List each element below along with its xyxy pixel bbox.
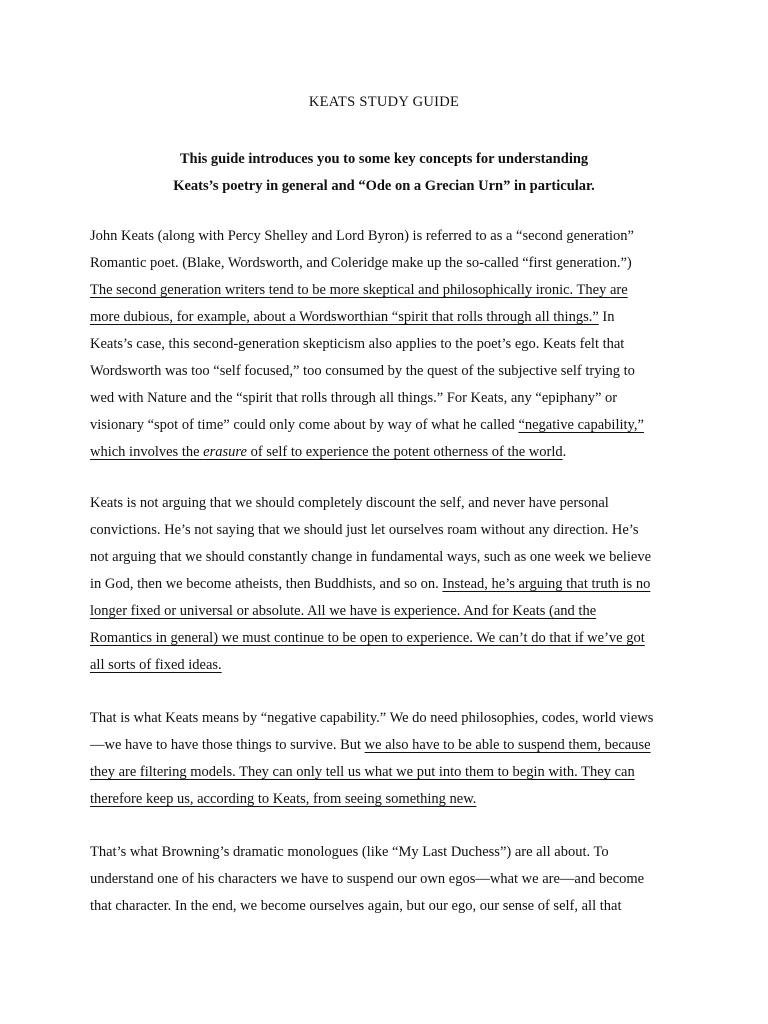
document-subtitle — [0, 146, 768, 200]
text-line — [90, 331, 690, 358]
text-segment: Keats is not arguing that we should completely discount the self, and never have personal — [90, 495, 609, 511]
text-line — [90, 517, 690, 544]
text-line — [90, 223, 690, 250]
text-line — [90, 571, 690, 598]
text-segment: visionary “spot of time” could only come about by way of what he called — [90, 417, 519, 433]
paragraph-3 — [90, 705, 690, 813]
text-segment: convictions. He’s not saying that we should just let ourselves roam without any direction. He’s — [90, 522, 639, 538]
text-line — [90, 304, 690, 331]
underlined-text: The second generation writers tend to be more skeptical and philosophically ironic. They are — [90, 282, 628, 298]
text-segment: that character. In the end, we become ourselves again, but our ego, our sense of self, all that — [90, 898, 622, 914]
text-line — [90, 625, 690, 652]
underlined-text: we also have to be able to suspend them, because — [364, 737, 651, 753]
text-segment: In — [598, 309, 615, 325]
text-segment: understand one of his characters we have to suspend our own egos—what we are—and become — [90, 871, 645, 887]
text-line — [90, 277, 690, 304]
underlined-text: they are filtering models. They can only tell us what we put into them to begin with. They can — [90, 764, 635, 780]
text-line — [90, 732, 690, 759]
text-segment: That’s what Browning’s dramatic monologues (like “My Last Duchess”) are all about. To — [90, 844, 609, 860]
underlined-text: longer fixed or universal or absolute. All we have is experience. And for Keats (and the — [90, 603, 597, 619]
underlined-text: Instead, he’s arguing that truth is no — [442, 576, 651, 592]
text-line — [90, 250, 690, 277]
text-segment: in God, then we become atheists, then Buddhists, and so on. — [90, 576, 443, 592]
text-line — [90, 652, 690, 679]
text-segment: That is what Keats means by “negative capability.” We do need philosophies, codes, world views — [90, 710, 654, 726]
text-segment: Wordsworth was too “self focused,” too consumed by the quest of the subjective self trying to — [90, 363, 635, 379]
text-line — [90, 490, 690, 517]
text-line — [90, 839, 690, 866]
underlined-text: all sorts of fixed ideas. — [90, 657, 222, 673]
text-line — [90, 786, 690, 813]
underlined-text: of self to experience the potent otherness of the world — [246, 444, 563, 460]
text-segment: Keats’s case, this second-generation skepticism also applies to the poet’s ego. Keats felt that — [90, 336, 625, 352]
paragraph-2 — [90, 490, 690, 679]
text-line — [90, 893, 690, 920]
text-line — [90, 385, 690, 412]
underlined-text: more dubious, for example, about a Wordsworthian “spirit that rolls through all things.” — [90, 309, 599, 325]
underlined-text: therefore keep us, according to Keats, from seeing something new. — [90, 791, 477, 807]
subtitle-line: This guide introduces you to some key concepts for understanding — [179, 151, 589, 167]
text-line — [90, 759, 690, 786]
paragraph-1 — [90, 223, 690, 466]
text-line — [90, 358, 690, 385]
underlined-text: erasure — [203, 444, 247, 460]
text-line — [90, 598, 690, 625]
text-segment: John Keats (along with Percy Shelley and Lord Byron) is referred to as a “second generation” — [90, 228, 634, 244]
subtitle-line: Keats’s poetry in general and “Ode on a Grecian Urn” in particular. — [173, 178, 595, 194]
text-line — [90, 866, 690, 893]
text-segment: not arguing that we should constantly change in fundamental ways, such as one week we believe — [90, 549, 652, 565]
underlined-text: Romantics in general) we must continue to be open to experience. We can’t do that if we’ve got — [90, 630, 645, 646]
text-line — [90, 705, 690, 732]
text-segment: wed with Nature and the “spirit that rolls through all things.” For Keats, any “epiphany” or — [90, 390, 618, 406]
underlined-text: which involves the — [90, 444, 204, 460]
document-title: KEATS STUDY GUIDE — [308, 94, 460, 110]
text-line — [90, 544, 690, 571]
text-segment: . — [562, 444, 567, 460]
paragraph-4 — [90, 839, 690, 920]
text-line — [90, 439, 690, 466]
underlined-text: “negative capability,” — [518, 417, 644, 433]
text-segment: —we have to have those things to survive. But — [90, 737, 365, 753]
text-line — [90, 412, 690, 439]
text-segment: Romantic poet. (Blake, Wordsworth, and Coleridge make up the so-called “first generation.”) — [90, 255, 632, 271]
